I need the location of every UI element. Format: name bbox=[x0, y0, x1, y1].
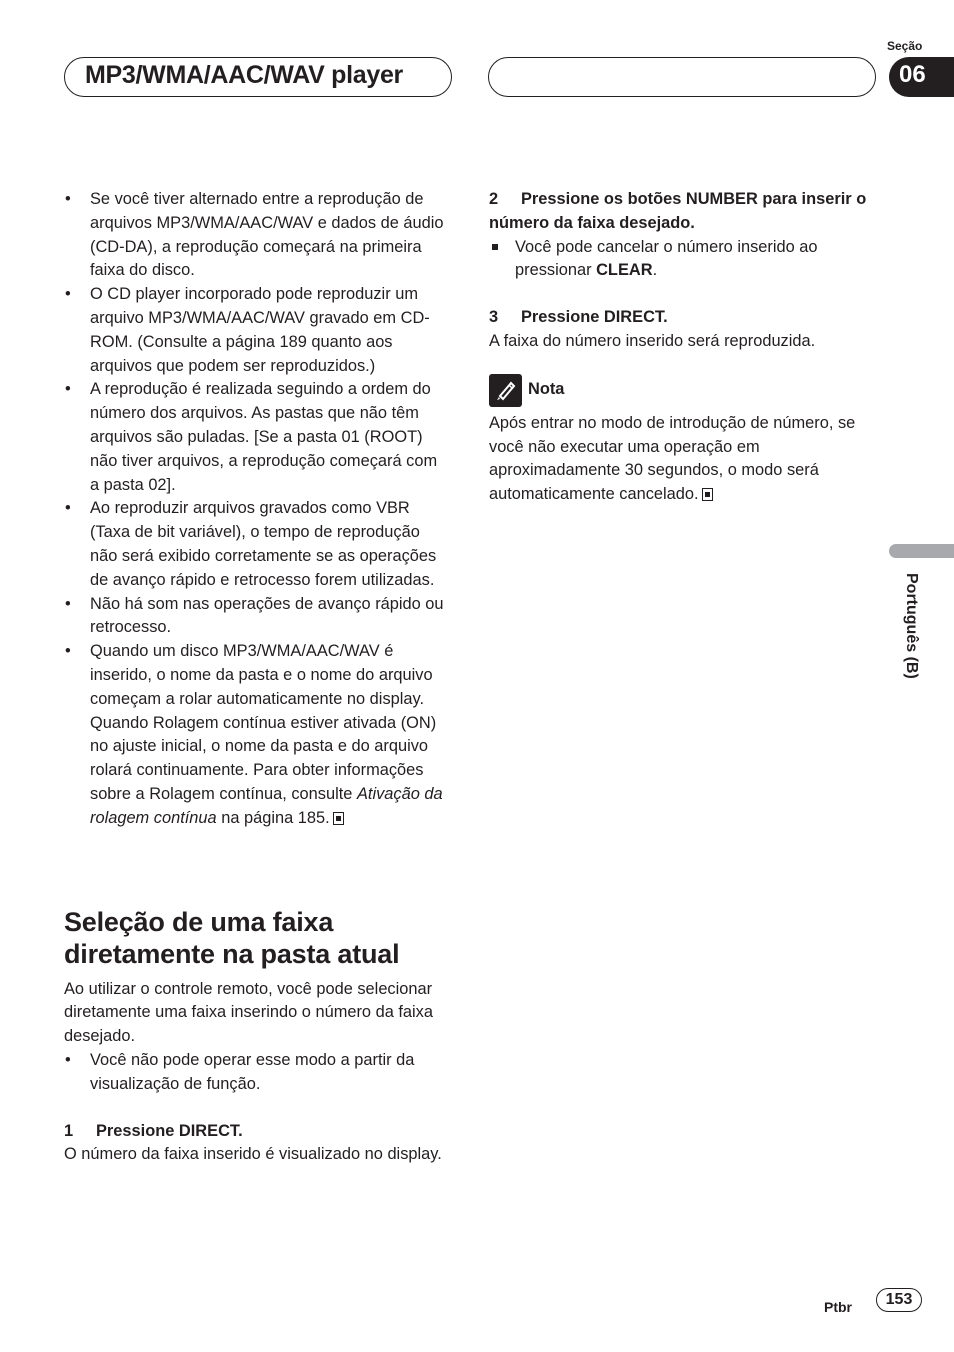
step-title: Pressione DIRECT. bbox=[96, 1121, 243, 1140]
bullet-item: • Você não pode operar esse modo a partir da visualização de função. bbox=[64, 1049, 449, 1097]
header-title-pill bbox=[64, 57, 452, 97]
note-text: Após entrar no modo de introdução de número, se você não executar uma operação em aproximadamente 30 segundos, o modo será automaticamente cancelado. bbox=[489, 413, 856, 504]
step-1-text: O número da faixa inserido é visualizado no display. bbox=[64, 1145, 442, 1164]
footer-language-code: Ptbr bbox=[824, 1299, 852, 1315]
step-1-heading bbox=[64, 1120, 449, 1144]
bullet-list bbox=[64, 188, 449, 831]
step-title: Pressione DIRECT. bbox=[521, 308, 668, 327]
bullet-text: na página 185. bbox=[216, 808, 330, 827]
language-label: Português (B) bbox=[903, 573, 920, 679]
end-mark-icon bbox=[333, 812, 344, 825]
end-mark-icon bbox=[702, 488, 713, 501]
page-number: 153 bbox=[876, 1288, 922, 1312]
step-3-text: A faixa do número inserido será reproduzida. bbox=[489, 331, 816, 350]
step-title: Pressione os botões NUMBER para inserir o número da faixa desejado. bbox=[489, 190, 867, 232]
step-number: 1 bbox=[64, 1121, 74, 1140]
step-2-heading bbox=[489, 188, 879, 236]
note-title: Nota bbox=[528, 380, 565, 399]
pencil-note-icon bbox=[489, 374, 522, 407]
note-text: . bbox=[652, 261, 658, 280]
language-tab bbox=[889, 544, 954, 558]
right-column bbox=[489, 188, 879, 507]
clear-key-label: CLEAR bbox=[596, 261, 653, 280]
intro-paragraph: Ao utilizar o controle remoto, você pode selecionar diretamente uma faixa inserindo o número da faixa desejado. bbox=[64, 979, 433, 1046]
step-3-heading bbox=[489, 306, 879, 330]
note-paragraph bbox=[489, 412, 879, 507]
section-heading: Seleção de uma faixa diretamente na pasta atual bbox=[64, 906, 400, 969]
bullet-item: • Não há som nas operações de avanço rápido ou retrocesso. bbox=[64, 593, 449, 641]
left-column bbox=[64, 188, 449, 1167]
intro-bullet-list bbox=[64, 1049, 449, 1097]
bullet-text: Quando um disco MP3/WMA/AAC/WAV é inserido, o nome da pasta e o nome do arquivo começam a rolar automaticamente no display. Quando Rolagem contínua estiver ativada (ON) no ajuste inicial, o nome da pasta e do arquivo rolará continuamente. Para obter informações sobre a Rolagem contínua, consulte bbox=[90, 642, 437, 803]
note-text: Você pode cancelar o número inserido ao pressionar bbox=[515, 237, 818, 280]
bullet-item: • Se você tiver alternado entre a reprodução de arquivos MP3/WMA/AAC/WAV e dados de áudio (CD-DA), a reprodução começará na primeira faixa do disco. bbox=[64, 188, 449, 283]
bullet-item bbox=[64, 640, 449, 830]
step-number: 3 bbox=[489, 308, 499, 327]
page-header-title: MP3/WMA/AAC/WAV player bbox=[85, 61, 403, 89]
bullet-item: • A reprodução é realizada seguindo a ordem do número dos arquivos. As pastas que não têm arquivos são puladas. [Se a pasta 01 (ROOT) não tiver arquivos, a reprodução começará com a pasta 02]. bbox=[64, 378, 449, 497]
step-number: 2 bbox=[489, 190, 499, 208]
step-2-note bbox=[489, 236, 879, 284]
bullet-item: • O CD player incorporado pode reproduzir um arquivo MP3/WMA/AAC/WAV gravado em CD-ROM. (Consulte a página 189 quanto aos arquivos que podem ser reproduzidos.) bbox=[64, 283, 449, 378]
bullet-item: • Ao reproduzir arquivos gravados como VBR (Taxa de bit variável), o tempo de reprodução não será exibido corretamente se as operações de avanço rápido e retrocesso forem utilizadas. bbox=[64, 497, 449, 592]
cross-reference: Ativação da rolagem contínua bbox=[90, 784, 443, 827]
header-blank-pill bbox=[488, 57, 876, 97]
section-number-badge: 06 bbox=[889, 57, 954, 97]
note-header bbox=[489, 374, 879, 407]
section-label: Seção bbox=[887, 39, 923, 53]
